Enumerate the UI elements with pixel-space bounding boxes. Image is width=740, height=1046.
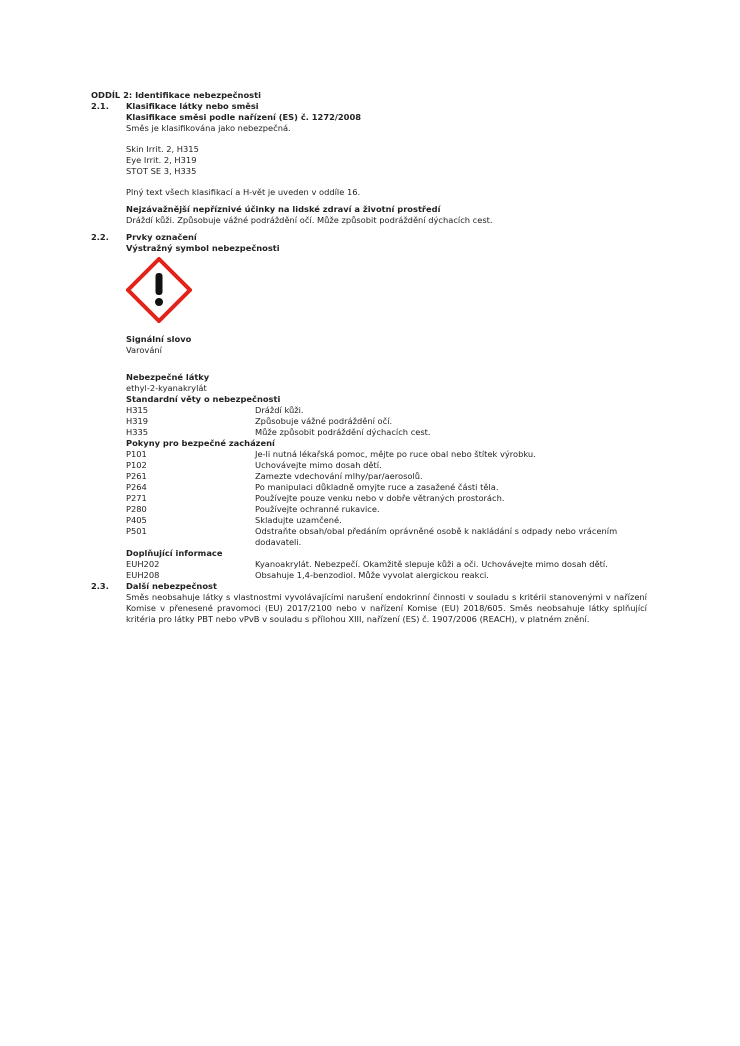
hazardous-substances-heading: Nebezpečné látky [126, 372, 210, 382]
statement-text: Používejte pouze venku nebo v dobře větraných prostorách. [255, 493, 505, 503]
supplemental-statement-row [126, 559, 647, 570]
statement-code: P264 [126, 482, 147, 492]
section-2 [91, 90, 647, 625]
precautionary-statement-row [126, 493, 647, 504]
statement-text: Může způsobit podráždění dýchacích cest. [255, 427, 431, 437]
statement-code: P405 [126, 515, 147, 525]
subsection-2-3 [91, 581, 647, 625]
precautionary-statement-row [126, 449, 647, 460]
other-hazards-text: Směs neobsahuje látky s vlastnostmi vyvolávajícími narušení endokrinní činnosti v souladu s kritérii stanovenými v nařízení Komise v přenesené pravomoci (EU) 2017/2100 nebo v nařízení Komise (EU) 2018/605. Směs neobsahuje látky splňující kritéria pro látky PBT nebo vPvB v souladu s přílohou XIII, nařízení (ES) č. 1907/2006 (REACH), v platném znění. [126, 592, 647, 624]
statement-code: P261 [126, 471, 147, 481]
precautionary-statement-row [126, 515, 647, 526]
hazard-statement-row [126, 416, 647, 427]
statement-code: P280 [126, 504, 147, 514]
statement-code: EUH202 [126, 559, 160, 569]
precautionary-statement-row [126, 482, 647, 493]
subsection-heading: Prvky označení [126, 232, 197, 242]
hazardous-substance: ethyl-2-kyanakrylát [126, 383, 207, 393]
hazard-statement-row [126, 405, 647, 416]
symbol-heading: Výstražný symbol nebezpečnosti [126, 243, 280, 253]
precautionary-statement-row [126, 460, 647, 471]
subsection-heading: Klasifikace látky nebo směsi [126, 101, 259, 111]
effects-heading: Nejzávažnější nepříznivé účinky na lidské zdraví a životní prostředí [126, 204, 441, 214]
effects-text: Dráždí kůži. Způsobuje vážné podráždění očí. Může způsobit podráždění dýchacích cest. [126, 215, 493, 225]
statement-code: H315 [126, 405, 149, 415]
signal-word-heading: Signální slovo [126, 334, 192, 344]
statement-text: Uchovávejte mimo dosah dětí. [255, 460, 382, 470]
precautionary-statements-heading: Pokyny pro bezpečné zacházení [126, 438, 275, 448]
fulltext-note: Plný text všech klasifikací a H-vět je uveden v oddíle 16. [126, 187, 361, 197]
subsection-number: 2.3. [91, 581, 109, 591]
statement-text: Způsobuje vážné podráždění očí. [255, 416, 393, 426]
supplemental-statement-row [126, 570, 647, 581]
hazard-statement-row [126, 427, 647, 438]
statement-code: H335 [126, 427, 149, 437]
precautionary-statement-row [126, 471, 647, 482]
statement-text: Dráždí kůži. [255, 405, 304, 415]
statement-text: Zamezte vdechování mlhy/par/aerosolů. [255, 471, 423, 481]
precautionary-statement-row [126, 504, 647, 515]
classification-item: Eye Irrit. 2, H319 [126, 155, 197, 165]
statement-code: EUH208 [126, 570, 160, 580]
statement-text: Kyanoakrylát. Nebezpečí. Okamžitě slepuje kůži a oči. Uchovávejte mimo dosah dětí. [255, 559, 608, 569]
subsection-number: 2.1. [91, 101, 109, 111]
statement-text: Obsahuje 1,4-benzodiol. Může vyvolat alergickou reakci. [255, 570, 489, 580]
precautionary-statement-row [126, 526, 647, 548]
hazard-statements-heading: Standardní věty o nebezpečnosti [126, 394, 281, 404]
statement-text: Je-li nutná lékařská pomoc, mějte po ruce obal nebo štítek výrobku. [255, 449, 536, 459]
subsection-2-1 [91, 101, 647, 226]
statement-text: Po manipulaci důkladně omyjte ruce a zasažené části těla. [255, 482, 499, 492]
statement-code: H319 [126, 416, 149, 426]
statement-text: Skladujte uzamčené. [255, 515, 342, 525]
exclamation-mark-hazard-pictogram-icon [126, 257, 192, 323]
classification-item: Skin Irrit. 2, H315 [126, 144, 199, 154]
subsection-2-2 [91, 232, 647, 581]
classification-heading: Klasifikace směsi podle nařízení (ES) č. 1272/2008 [126, 112, 361, 122]
subsection-number: 2.2. [91, 232, 109, 242]
statement-code: P271 [126, 493, 147, 503]
statement-code: P102 [126, 460, 147, 470]
statement-code: P101 [126, 449, 147, 459]
subsection-heading: Další nebezpečnost [126, 581, 217, 591]
statement-code: P501 [126, 526, 147, 536]
statement-text: Odstraňte obsah/obal předáním oprávněné osobě k nakládání s odpady nebo vrácením dodavateli. [255, 526, 618, 547]
section-title: ODDÍL 2: Identifikace nebezpečnosti [91, 90, 261, 100]
signal-word: Varování [126, 345, 162, 355]
classification-item: STOT SE 3, H335 [126, 166, 197, 176]
supplemental-info-heading: Doplňující informace [126, 548, 223, 558]
statement-text: Používejte ochranné rukavice. [255, 504, 380, 514]
classified-statement: Směs je klasifikována jako nebezpečná. [126, 123, 291, 133]
